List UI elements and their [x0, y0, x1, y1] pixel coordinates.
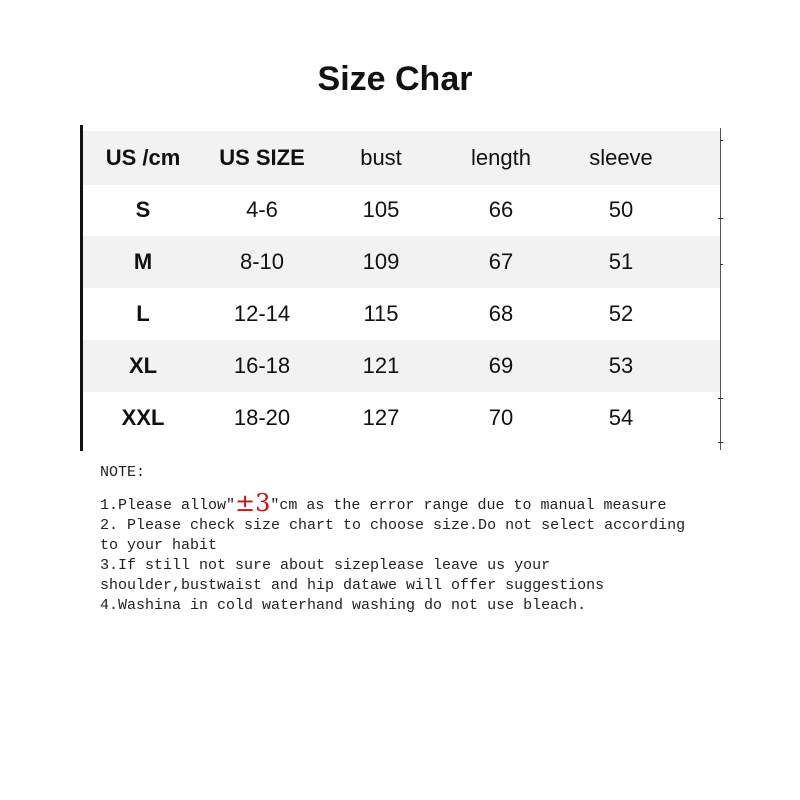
table-row — [83, 236, 720, 288]
bust-value: 121 — [362, 353, 400, 378]
sleeve-value: 54 — [608, 405, 634, 430]
us-size-value: 4-6 — [246, 197, 278, 222]
length-value: 70 — [488, 405, 514, 430]
us-size-value: 18-20 — [233, 405, 291, 430]
table-row — [83, 288, 720, 340]
size-label: M — [133, 249, 153, 274]
note-line-3: 3.If still not sure about sizeplease leave us your shoulder,bustwaist and hip datawe will offer suggestions — [100, 557, 605, 594]
header-bust: bust — [360, 145, 402, 170]
note-line-2: 2. Please check size chart to choose size.Do not select according to your habit — [100, 517, 695, 554]
length-value: 66 — [488, 197, 514, 222]
size-label: XXL — [121, 405, 165, 430]
page-title: Size Char — [317, 60, 473, 98]
table-right-edge — [720, 128, 721, 450]
header-sleeve: sleeve — [589, 145, 653, 170]
note-line-4: 4.Washina in cold waterhand washing do not use bleach. — [100, 597, 587, 614]
sleeve-value: 50 — [608, 197, 634, 222]
note-line-1 — [100, 489, 700, 517]
sleeve-value: 52 — [608, 301, 634, 326]
bust-value: 127 — [362, 405, 400, 430]
bust-value: 109 — [362, 249, 400, 274]
us-size-value: 8-10 — [239, 249, 285, 274]
bust-value: 115 — [363, 301, 399, 326]
size-label: S — [135, 197, 151, 222]
bust-value: 105 — [362, 197, 400, 222]
sleeve-value: 51 — [608, 249, 634, 274]
note-line-1-start: 1.Please allow" — [100, 497, 236, 514]
sleeve-value: 53 — [608, 353, 634, 378]
note-label: NOTE: — [100, 464, 146, 481]
tolerance-value: ±3 — [235, 489, 271, 517]
notes-section — [100, 463, 700, 616]
table-row — [83, 184, 720, 236]
table-header-row — [83, 131, 720, 185]
header-length: length — [471, 145, 531, 170]
table-row — [83, 340, 720, 392]
header-us-cm: US /cm — [105, 145, 181, 170]
size-label: L — [136, 301, 150, 326]
length-value: 67 — [488, 249, 514, 274]
size-label: XL — [128, 353, 158, 378]
us-size-value: 12-14 — [233, 301, 291, 326]
header-us-size: US SIZE — [219, 145, 305, 170]
length-value: 68 — [488, 301, 514, 326]
note-line-1-end: "cm as the error range due to manual measure — [270, 497, 667, 514]
us-size-value: 16-18 — [233, 353, 291, 378]
length-value: 69 — [488, 353, 514, 378]
table-row — [83, 392, 720, 444]
